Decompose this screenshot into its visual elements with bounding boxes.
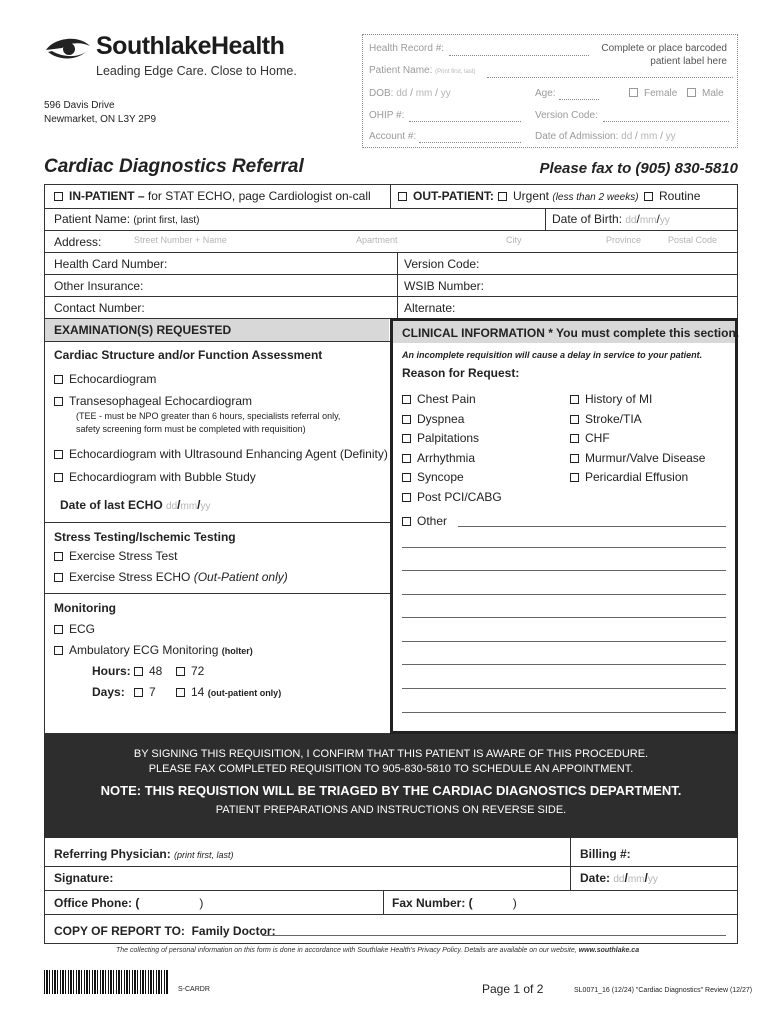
other-line-5[interactable] xyxy=(402,641,726,642)
street-hint: Street Number + Name xyxy=(134,235,227,245)
form-title: Cardiac Diagnostics Referral xyxy=(44,156,304,177)
label-patient-name: Patient Name: (Print first, last) xyxy=(369,65,476,76)
health-card-field[interactable]: Health Card Number: xyxy=(54,257,168,271)
exam-exercise-stress[interactable]: Exercise Stress Test xyxy=(54,549,177,563)
clinical-warning: An incomplete requisition will cause a delay in service to your patient. xyxy=(402,350,703,360)
notice-line4: PATIENT PREPARATIONS AND INSTRUCTIONS ON REVERSE SIDE. xyxy=(215,804,567,816)
hours-72[interactable]: 72 xyxy=(176,664,204,678)
exam-tee[interactable]: Transesophageal Echocardiogram xyxy=(54,394,252,408)
brand-name: SouthlakeHealth xyxy=(96,32,285,60)
stress-heading: Stress Testing/Ischemic Testing xyxy=(54,530,236,544)
health-record-label: Health Record #: xyxy=(369,43,445,54)
inpatient-checkbox[interactable]: IN-PATIENT – for STAT ECHO, page Cardiologist on-call xyxy=(54,189,371,203)
other-insurance-field[interactable]: Other Insurance: xyxy=(54,279,144,293)
privacy-link[interactable]: www.southlake.ca xyxy=(578,947,640,954)
form-barcode xyxy=(44,970,168,994)
other-line-1[interactable] xyxy=(402,547,726,548)
other-line-4[interactable] xyxy=(402,617,726,618)
reason-murmur[interactable]: Murmur/Valve Disease xyxy=(570,449,705,469)
city-hint: City xyxy=(506,235,522,245)
exam-echo[interactable]: Echocardiogram xyxy=(54,372,156,386)
fax-number-field[interactable]: Fax Number: ( ) xyxy=(392,896,517,910)
hospital-address-line2: Newmarket, ON L3Y 2P9 xyxy=(44,114,157,125)
barcode-note-1: Complete or place barcoded xyxy=(601,43,727,54)
reason-syncope[interactable]: Syncope xyxy=(402,468,502,488)
label-female[interactable]: Female xyxy=(629,88,677,99)
alternate-field[interactable]: Alternate: xyxy=(404,301,456,315)
reason-other[interactable]: Other xyxy=(402,514,447,528)
label-ohip: OHIP #: xyxy=(369,110,405,121)
reason-chf[interactable]: CHF xyxy=(570,429,705,449)
tee-note-1: (TEE - must be NPO greater than 6 hours, specialists referral only, xyxy=(76,411,341,421)
notice-line2: PLEASE FAX COMPLETED REQUISITION TO 905-830-5810 TO SCHEDULE AN APPOINTMENT. xyxy=(148,763,634,775)
routine-checkbox[interactable]: Routine xyxy=(644,189,700,203)
reason-heading: Reason for Request: xyxy=(402,366,520,380)
notice-line1: BY SIGNING THIS REQUISITION, I CONFIRM THAT THIS PATIENT IS AWARE OF THIS PROCEDURE. xyxy=(133,748,649,760)
monitoring-heading: Monitoring xyxy=(54,601,116,615)
reason-stroke[interactable]: Stroke/TIA xyxy=(570,410,705,430)
version-code-field[interactable]: Version Code: xyxy=(404,257,480,271)
reason-pericardial[interactable]: Pericardial Effusion xyxy=(570,468,705,488)
reason-left-list xyxy=(402,390,502,507)
form-id: SL0071_16 (12/24) "Cardiac Diagnostics" Review (12/27) xyxy=(574,987,753,994)
exam-echo-bubble[interactable]: Echocardiogram with Bubble Study xyxy=(54,470,256,484)
date-of-birth-field[interactable]: Date of Birth: dd/mm/yy xyxy=(552,212,670,226)
exam-echo-ultrasound[interactable]: Echocardiogram with Ultrasound Enhancing Agent (Definity) xyxy=(54,447,388,461)
logo xyxy=(44,32,314,82)
tee-note-2: safety screening form must be completed with requisition) xyxy=(76,424,306,434)
address-field[interactable]: Address: xyxy=(54,235,102,249)
notice-line3: NOTE: THIS REQUISTION WILL BE TRIAGED BY THE CARDIAC DIAGNOSTICS DEPARTMENT. xyxy=(100,783,682,798)
contact-number-field[interactable]: Contact Number: xyxy=(54,301,145,315)
label-dob: DOB: dd / mm / yy xyxy=(369,88,451,99)
signature-field[interactable]: Signature: xyxy=(54,871,114,885)
days-label: Days: xyxy=(92,685,125,699)
other-line-8[interactable] xyxy=(402,712,726,713)
patient-label-box xyxy=(362,34,738,148)
form-code: S-CARDR xyxy=(178,986,210,993)
brand-tagline: Leading Edge Care. Close to Home. xyxy=(96,64,297,78)
exam-exercise-echo[interactable]: Exercise Stress ECHO (Out-Patient only) xyxy=(54,570,288,584)
days-7[interactable]: 7 xyxy=(134,685,156,699)
urgent-checkbox[interactable]: Urgent (less than 2 weeks) xyxy=(498,189,639,203)
fax-instruction: Please fax to (905) 830-5810 xyxy=(539,160,738,177)
outpatient-checkbox[interactable]: OUT-PATIENT: xyxy=(398,189,494,203)
label-version-code: Version Code: xyxy=(535,110,598,121)
other-line-7[interactable] xyxy=(402,688,726,689)
office-phone-field[interactable]: Office Phone: ( ) xyxy=(54,896,204,910)
notice-block xyxy=(44,734,738,838)
apartment-hint: Apartment xyxy=(356,235,398,245)
reason-right-list xyxy=(570,390,705,488)
structure-heading: Cardiac Structure and/or Function Assessment xyxy=(54,348,323,362)
billing-field[interactable]: Billing #: xyxy=(580,847,631,861)
wsib-field[interactable]: WSIB Number: xyxy=(404,279,485,293)
other-line-3[interactable] xyxy=(402,594,726,595)
clinical-heading: CLINICAL INFORMATION * You must complete this section. xyxy=(402,326,740,340)
reason-chest-pain[interactable]: Chest Pain xyxy=(402,390,502,410)
reason-post-pci[interactable]: Post PCI/CABG xyxy=(402,488,502,508)
reason-arrhythmia[interactable]: Arrhythmia xyxy=(402,449,502,469)
exam-ecg[interactable]: ECG xyxy=(54,622,95,636)
southlake-eye-icon xyxy=(44,34,92,64)
hours-48[interactable]: 48 xyxy=(134,664,162,678)
last-echo-field[interactable]: Date of last ECHO dd/mm/yy xyxy=(60,498,211,512)
privacy-statement: The collecting of personal information on this form is done in accordance with Southlake Health's Privacy Policy. Details are available on our website, www.southlake.ca xyxy=(116,947,640,954)
other-line-2[interactable] xyxy=(402,570,726,571)
reason-history-mi[interactable]: History of MI xyxy=(570,390,705,410)
referring-physician-field[interactable]: Referring Physician: (print first, last) xyxy=(54,847,234,861)
postal-hint: Postal Code xyxy=(668,235,718,245)
hours-label: Hours: xyxy=(92,664,131,678)
label-admission: Date of Admission: dd / mm / yy xyxy=(535,131,676,142)
label-account: Account #: xyxy=(369,131,417,142)
page-number: Page 1 of 2 xyxy=(482,982,544,996)
label-male[interactable]: Male xyxy=(687,88,724,99)
other-line-6[interactable] xyxy=(402,664,726,665)
copy-report-field[interactable]: COPY OF REPORT TO: Family Doctor: xyxy=(54,924,276,938)
exam-ambulatory[interactable]: Ambulatory ECG Monitoring (holter) xyxy=(54,643,253,657)
patient-name-field[interactable]: Patient Name: (print first, last) xyxy=(54,212,200,226)
days-14[interactable]: 14 (out-patient only) xyxy=(176,685,281,699)
exam-heading: EXAMINATION(S) REQUESTED xyxy=(54,323,232,337)
province-hint: Province xyxy=(606,235,642,245)
date-field[interactable]: Date: dd/mm/yy xyxy=(580,871,658,885)
label-age: Age: xyxy=(535,88,556,99)
reason-palpitations[interactable]: Palpitations xyxy=(402,429,502,449)
hospital-address-line1: 596 Davis Drive xyxy=(44,100,115,111)
barcode-note-2: patient label here xyxy=(650,56,727,67)
reason-dyspnea[interactable]: Dyspnea xyxy=(402,410,502,430)
